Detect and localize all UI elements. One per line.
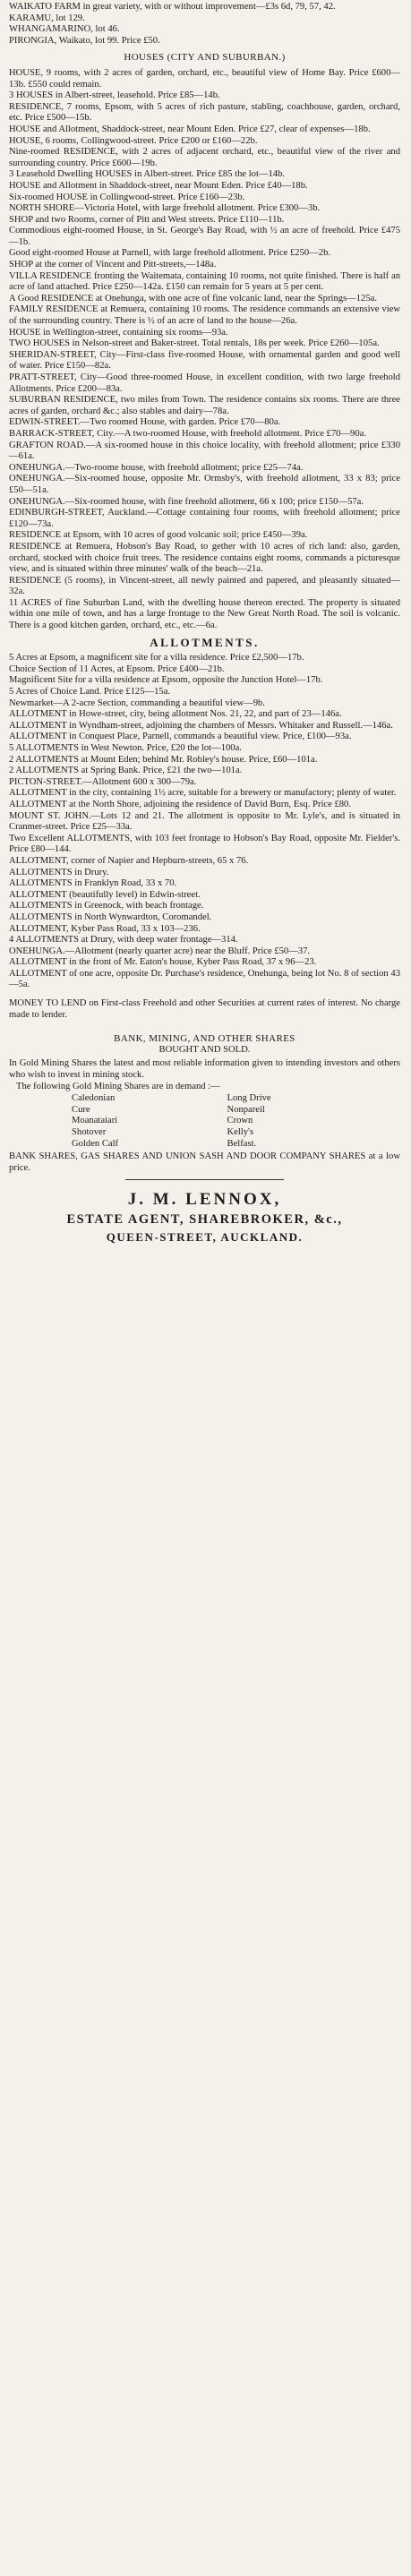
- allotment-listing: Magnificent Site for a villa residence at Epsom, opposite the Junction Hotel—17b.: [9, 675, 323, 686]
- allotments-list: [9, 653, 400, 991]
- allotment-listing: ALLOTMENTS in Greenock, with beach frontage.: [9, 901, 204, 911]
- house-listing: 11 ACRES of fine Suburban Land, with the dwelling house thereon erected. The property is situated within one mile of town, and has a large frontage to the New Great North Road. The soil is volcanic. There is a good kitchen garden, orchard, etc., etc.—6a.: [9, 597, 400, 631]
- house-listing: HOUSE, 6 rooms, Collingwood-street. Price £200 or £160—22b.: [9, 135, 258, 146]
- allotment-listing: ALLOTMENT of one acre, opposite Dr. Purchase's residence, Onehunga, being lot No. 8 of section 43—5a.: [9, 968, 400, 990]
- mine-name: Crown: [227, 1116, 253, 1126]
- divider-rule: [125, 1179, 284, 1180]
- house-listing: VILLA RESIDENCE fronting the Waitemata, containing 10 rooms, not quite finished. There is half an acre of land attached. Price £250—142a. £150 can remain for 5 years at 5 per cent.: [9, 270, 400, 293]
- house-listing: SHOP and two Rooms, corner of Pitt and West streets. Price £110—11b.: [9, 214, 285, 225]
- mine-name: Golden Calf: [72, 1138, 119, 1149]
- house-listing: SHERIDAN-STREET, City—First-class five-roomed House, with ornamental garden and good well of water. Price £150—82a.: [9, 349, 400, 372]
- house-listing: PRATT-STREET, City—Good three-roomed House, in excellent condition, with two large freehold Allotments. Price £200—83a.: [9, 372, 400, 394]
- houses-list: [9, 68, 400, 632]
- house-listing: ONEHUNGA.—Two-roome house, with freehold allotment; price £25—74a.: [9, 462, 304, 473]
- house-listing: RESIDENCE, 7 rooms, Epsom, with 5 acres of rich pasture, stabling, coachhouse, garden, orchard, etc. Price £500—15b.: [9, 101, 400, 124]
- house-listing: Six-roomed HOUSE in Collingwood-street. Price £160—23b.: [9, 192, 245, 202]
- allotment-listing: ALLOTMENT in Conquest Place, Parnell, commands a beautiful view. Price, £100—93a.: [9, 732, 352, 742]
- mining-shares-list: [9, 1093, 400, 1150]
- house-listing: NORTH SHORE—Victoria Hotel, with large freehold allotment. Price £300—3b.: [9, 203, 321, 214]
- mine-name: Shotover: [72, 1127, 107, 1137]
- bought-and-sold-subheading: BOUGHT AND SOLD.: [158, 1044, 251, 1055]
- mine-name: Moanataiari: [72, 1116, 118, 1126]
- house-listing: FAMILY RESIDENCE at Remuera, containing 10 rooms. The residence commands an extensive view of the surrounding country. There is ½ of an acre of land to the house—26a.: [9, 304, 400, 327]
- house-listing: SUBURBAN RESIDENCE, two miles from Town. The residence contains six rooms. There are three acres of garden, orchard &c.; also stables and dairy—78a.: [9, 395, 400, 416]
- listing-entry: PIRONGIA, Waikato, lot 99. Price £50.: [9, 35, 160, 46]
- house-listing: A Good RESIDENCE at Onehunga, with one acre of fine volcanic land, near the Springs—125a.: [9, 293, 377, 304]
- allotment-listing: ALLOTMENT, corner of Napier and Hepburn-streets, 65 x 76.: [9, 855, 249, 866]
- house-listing: ONEHUNGA.—Six-roomed house, with fine freehold allotment, 66 x 100; price £150—57a.: [9, 496, 364, 507]
- allotment-listing: 5 ALLOTMENTS in West Newton. Price, £20 the lot—100a.: [9, 743, 242, 753]
- mine-name: Long Drive: [227, 1093, 271, 1104]
- house-listing: 3 Leasehold Dwelling HOUSES in Albert-street. Price £85 the lot—14b.: [9, 169, 286, 180]
- house-listing: ONEHUNGA.—Six-roomed house, opposite Mr. Ormsby's, with freehold allotment, 33 x 83; price £50—51a.: [9, 474, 400, 495]
- allotment-listing: ONEHUNGA.—Allotment (nearly quarter acre) near the Bluff. Price £50—37.: [9, 946, 311, 956]
- allotment-listing: 2 ALLOTMENTS at Mount Eden; behind Mr. Robley's house. Price, £60—101a.: [9, 754, 318, 765]
- allotment-listing: ALLOTMENT in the front of Mr. Eaton's house, Kyber Pass Road, 37 x 96—23.: [9, 957, 317, 968]
- house-listing: 3 HOUSES in Albert-street, leasehold. Price £85—14b.: [9, 90, 220, 101]
- agent-address: QUEEN-STREET, AUCKLAND.: [106, 1230, 304, 1245]
- allotment-listing: ALLOTMENT at the North Shore, adjoining the residence of David Burn, Esq. Price £80.: [9, 799, 351, 809]
- allotment-listing: ALLOTMENT in Howe-street, city, being allotment Nos. 21, 22, and part of 23—146a.: [9, 709, 342, 720]
- mine-name: Belfast.: [227, 1138, 257, 1149]
- allotment-listing: Choice Section of 11 Acres, at Epsom. Price £400—21b.: [9, 663, 225, 674]
- allotment-listing: ALLOTMENTS in Drury.: [9, 867, 109, 877]
- listing-entry: KARAMU, lot 129.: [9, 13, 85, 23]
- mine-name: Cure: [72, 1104, 90, 1115]
- house-listing: Commodious eight-roomed House, in St. George's Bay Road, with ½ an acre of freehold. Price £475—1b.: [9, 226, 400, 247]
- mine-name: Caledonian: [72, 1093, 116, 1104]
- allotment-listing: MOUNT ST. JOHN.—Lots 12 and 21. The allotment is opposite to Mr. Lyle's, and is situated in Cranmer-street. Price £25—33a.: [9, 810, 400, 833]
- mines-right-column: [227, 1093, 365, 1150]
- house-listing: Nine-roomed RESIDENCE, with 2 acres of adjacent orchard, etc., beautiful view of the river and surrounding country. Price £600—19b.: [9, 147, 400, 168]
- allotment-listing: ALLOTMENTS in North Wynwardton, Coromandel.: [9, 911, 212, 922]
- house-listing: BARRACK-STREET, City.—A two-roomed House, with freehold allotment. Price £70—90a.: [9, 428, 366, 439]
- house-listing: HOUSE and Allotment in Shaddock-street, near Mount Eden. Price £40—18b.: [9, 180, 308, 191]
- house-listing: RESIDENCE at Remuera, Hobson's Bay Road, to gether with 10 acres of rich land: also, garden, orchard, stocked with choice fruit trees. The residence contains eight rooms, commands a picturesque view, and is situated within three minutes' walk of the beach—21a.: [9, 541, 400, 575]
- allotment-listing: ALLOTMENT in the city, containing 1½ acre, suitable for a brewery or manufactory; plenty of water.: [9, 788, 397, 799]
- allotment-listing: ALLOTMENTS in Franklyn Road, 33 x 70.: [9, 878, 177, 889]
- listing-entry: WAIKATO FARM in great variety, with or without improvement—£3s 6d, 79, 57, 42.: [9, 2, 336, 12]
- allotment-listing: ALLOTMENT in Wyndham-street, adjoining the chambers of Messrs. Whitaker and Russell.—146a.: [9, 720, 393, 731]
- mines-left-column: [72, 1093, 210, 1150]
- top-listings: [9, 2, 400, 47]
- house-listing: HOUSE in Wellington-street, containing six rooms—93a.: [9, 327, 228, 338]
- house-listing: RESIDENCE at Epsom, with 10 acres of good volcanic soil; price £450—39a.: [9, 530, 308, 541]
- allotment-listing: ALLOTMENT (beautifully level) in Edwin-street.: [9, 889, 201, 900]
- allotment-listing: 2 ALLOTMENTS at Spring Bank. Price, £21 the two—101a.: [9, 766, 243, 776]
- house-listing: Good eight-roomed House at Parnell, with large freehold allotment. Price £250—2b.: [9, 248, 331, 259]
- houses-heading: HOUSES (CITY AND SUBURBAN.): [124, 52, 286, 64]
- agent-title: ESTATE AGENT, SHAREBROKER, &c.,: [66, 1212, 343, 1228]
- house-listing: SHOP at the corner of Vincent and Pitt-streets,—148a.: [9, 260, 217, 270]
- house-listing: TWO HOUSES in Nelson-street and Baker-street. Total rentals, 18s per week. Price £260—105a.: [9, 338, 380, 349]
- gold-mining-notice: In Gold Mining Shares the latest and most reliable information given to intending investors and others who wish to invest in mining stock.: [9, 1058, 400, 1081]
- house-listing: EDINBURGH-STREET, Auckland.—Cottage containing four rooms, with freehold allotment; price £120—73a.: [9, 508, 400, 529]
- house-listing: HOUSE and Allotment, Shaddock-street, near Mount Eden. Price £27, clear of expenses—18b.: [9, 124, 371, 134]
- house-listing: RESIDENCE (5 rooms), in Vincent-street, all newly painted and papered, and pleasantly situated—32a.: [9, 575, 400, 597]
- allotment-listing: Two Excellent ALLOTMENTS, with 103 feet frontage to Hobson's Bay Road, opposite Mr. Fielder's. Price £80—144.: [9, 833, 400, 855]
- house-listing: HOUSE, 9 rooms, with 2 acres of garden, orchard, etc., beautiful view of Home Bay. Price £600—13b. £550 could remain.: [9, 67, 400, 90]
- house-listing: EDWIN-STREET.—Two roomed House, with garden. Price £70—80a.: [9, 417, 281, 428]
- agent-name: J. M. LENNOX,: [127, 1190, 282, 1210]
- allotment-listing: ALLOTMENT, Kyber Pass Road, 33 x 103—236.: [9, 923, 201, 934]
- money-to-lend-notice: MONEY TO LEND on First-class Freehold and other Securities at current rates of interest. No charge made to lender.: [9, 998, 400, 1020]
- house-listing: GRAFTON ROAD.—A six-roomed house in this choice locality, with freehold allotment; price £330—61a.: [9, 440, 400, 462]
- listing-entry: WHANGAMARINO, lot 46.: [9, 24, 120, 35]
- mine-name: Nonpareil: [227, 1104, 265, 1115]
- mine-name: Kelly's: [227, 1127, 254, 1137]
- shares-in-demand-label: The following Gold Mining Shares are in demand :—: [16, 1081, 220, 1091]
- allotment-listing: 5 Acres at Epsom, a magnificent site for a villa residence. Price £2,500—17b.: [9, 653, 304, 663]
- bank-gas-shares-notice: BANK SHARES, GAS SHARES AND UNION SASH AND DOOR COMPANY SHARES at a low price.: [9, 1151, 400, 1173]
- allotment-listing: Newmarket—A 2-acre Section, commanding a beautiful view—9b.: [9, 697, 265, 708]
- allotment-listing: 4 ALLOTMENTS at Drury, with deep water frontage—314.: [9, 935, 238, 946]
- bank-mining-heading: BANK, MINING, AND OTHER SHARES: [114, 1033, 295, 1045]
- allotment-listing: PICTON-STREET.—Allotment 600 x 300—79a.: [9, 776, 197, 787]
- allotment-listing: 5 Acres of Choice Land. Price £125—15a.: [9, 687, 171, 697]
- allotments-heading: ALLOTMENTS.: [150, 635, 260, 649]
